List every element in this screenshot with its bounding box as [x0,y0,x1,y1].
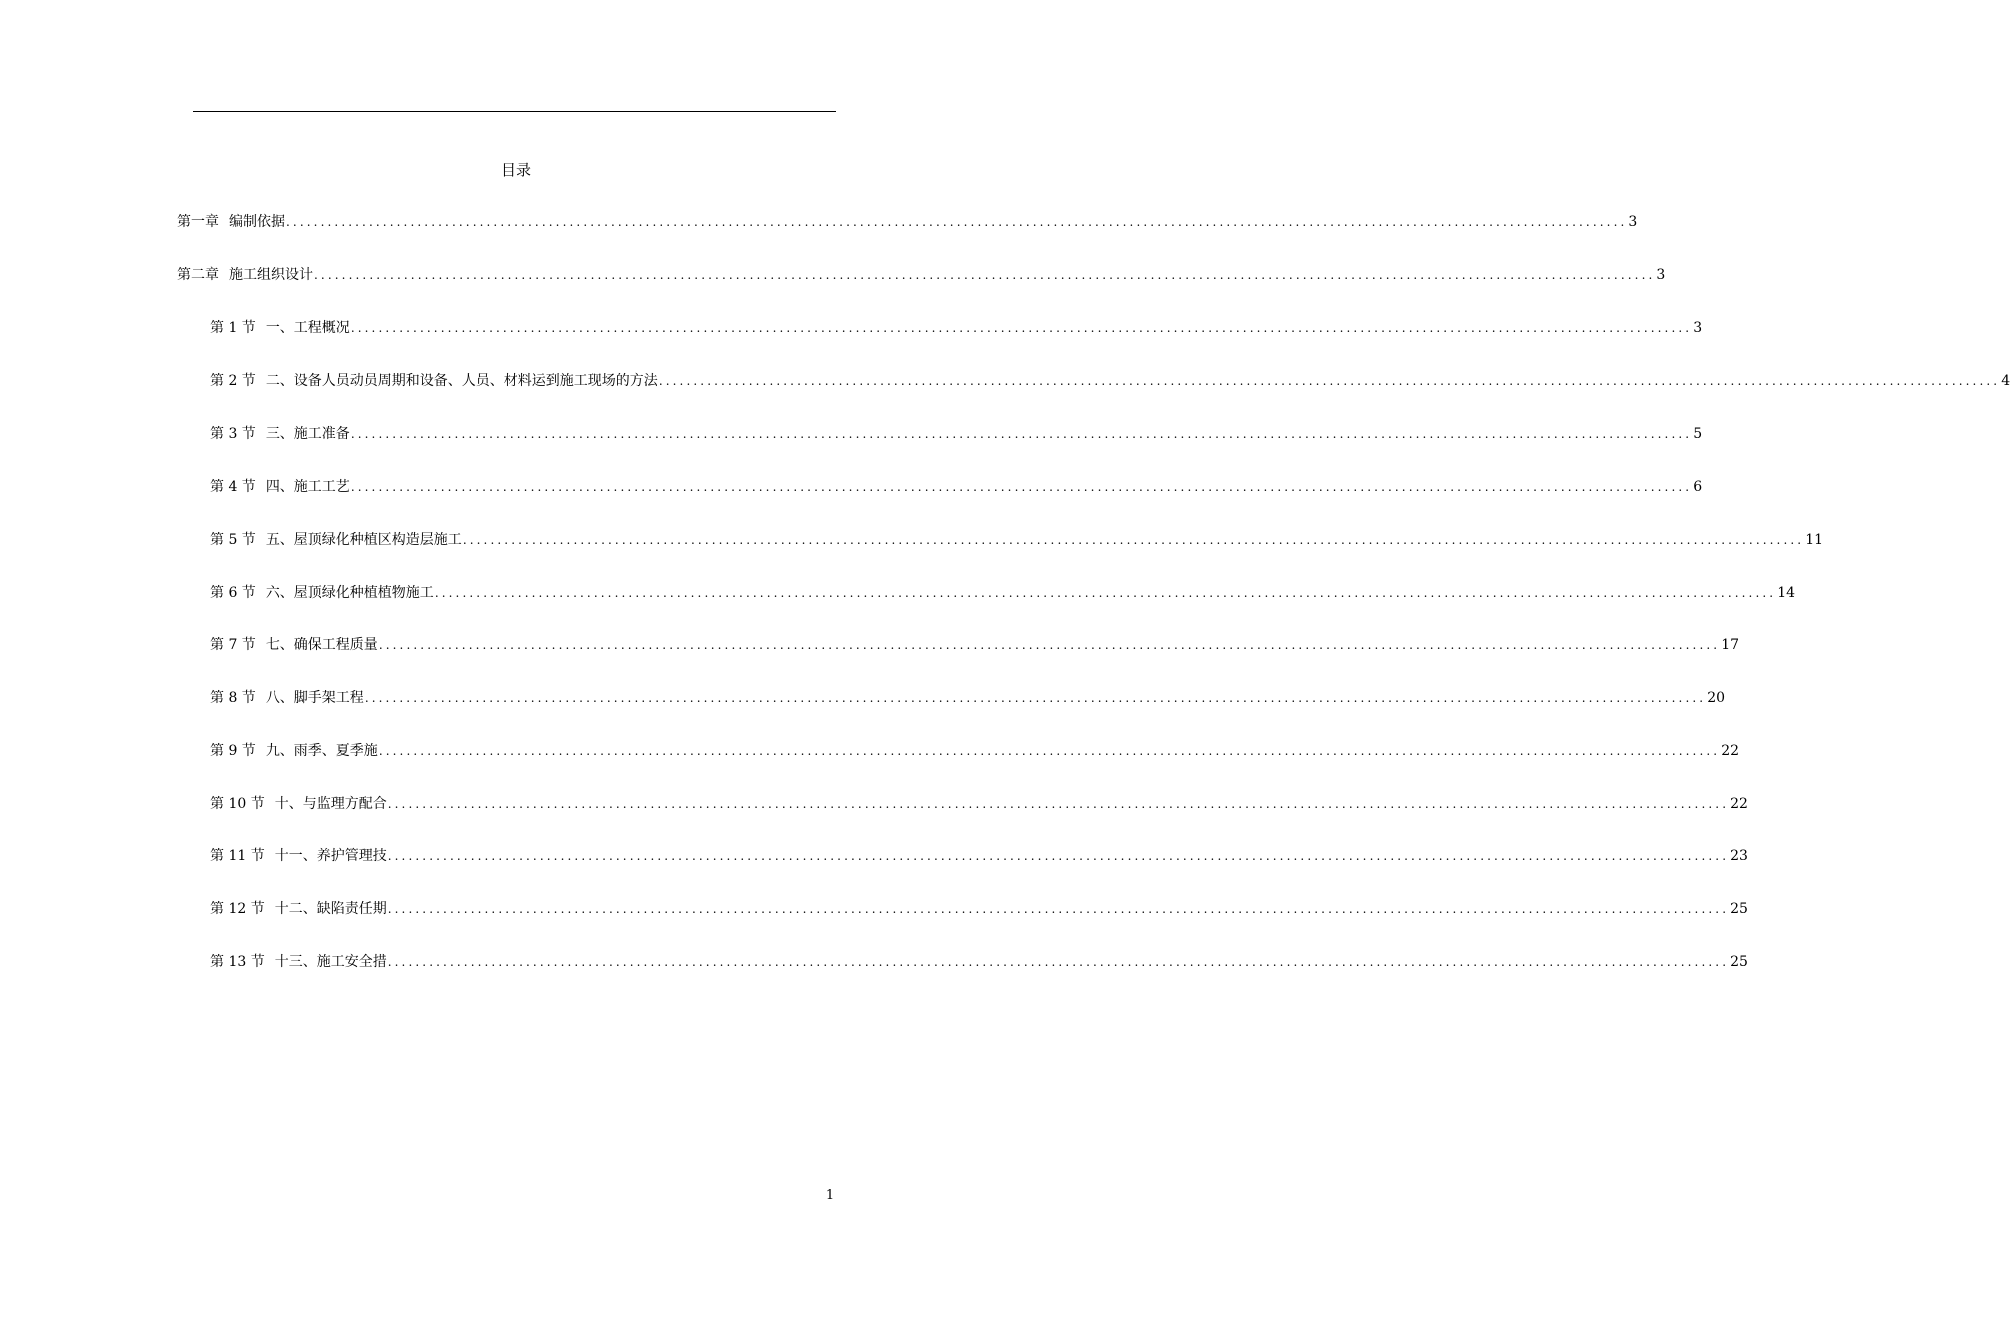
toc-entry[interactable] [210,740,1740,762]
toc-entry-title: 编制依据 [229,214,285,230]
toc-entry-page: 14 [1777,585,1796,601]
toc-entry-number: 第 11 节 [210,848,265,864]
toc-entry-page: 4 [2001,373,2010,389]
toc-entry-title: 十二、缺陷责任期 [274,901,387,917]
toc-entry-page: 5 [1693,426,1703,442]
toc-entry-number: 第 6 节 [210,585,256,601]
toc-entry-number: 第 4 节 [210,479,256,495]
toc-entry-number: 第 9 节 [210,743,256,759]
toc-entry-title: 十一、养护管理技 [274,848,387,864]
toc-entry-title: 一、工程概况 [265,320,350,336]
toc-leader-dots: .................................................................................................................................................................................................. [387,849,1730,863]
toc-entry-number: 第 5 节 [210,532,256,548]
toc-entry[interactable] [210,582,1796,604]
toc-entry[interactable] [210,370,2010,392]
toc-entry-page: 3 [1628,214,1638,230]
toc-entry-page: 22 [1721,743,1740,759]
toc-entry-number: 第 1 节 [210,320,256,336]
toc-entry[interactable] [210,898,1748,920]
toc-entry-number: 第一章 [177,214,219,230]
toc-entry-title: 八、脚手架工程 [265,690,364,706]
toc-title: 目录 [500,161,531,179]
toc-entry-page: 3 [1693,320,1703,336]
toc-entry[interactable] [210,845,1748,867]
toc-entry[interactable] [210,423,1703,445]
toc-leader-dots: .................................................................................................................................................................................................. [314,268,1656,282]
toc-entry-number: 第 12 节 [210,901,265,917]
toc-leader-dots: .................................................................................................................................................................................................. [462,533,1805,547]
toc-entry-page: 23 [1730,848,1748,864]
toc-entry-title: 十、与监理方配合 [274,796,387,812]
toc-entry-page: 25 [1730,901,1748,917]
toc-leader-dots: .................................................................................................................................................................................................. [434,586,1777,600]
page-number: 1 [825,1188,835,1203]
toc-entry-title: 三、施工准备 [265,426,350,442]
toc-entry-title: 六、屋顶绿化种植植物施工 [265,585,434,601]
toc-entry-title: 二、设备人员动员周期和设备、人员、材料运到施工现场的方法 [265,373,658,389]
toc-entry[interactable] [210,793,1748,815]
toc-leader-dots: .................................................................................................................................................................................................. [364,691,1707,705]
toc-entry[interactable] [210,634,1740,656]
toc-entry-title: 施工组织设计 [229,267,313,283]
toc-leader-dots: .................................................................................................................................................................................................. [387,797,1730,811]
toc-entry-number: 第 8 节 [210,690,256,706]
toc-entry[interactable] [177,211,1638,233]
toc-entry-number: 第 10 节 [210,796,265,812]
toc-leader-dots: .................................................................................................................................................................................................. [378,744,1721,758]
toc-leader-dots: .................................................................................................................................................................................................. [350,427,1693,441]
toc-entry-title: 七、确保工程质量 [265,637,378,653]
toc-entry-title: 五、屋顶绿化种植区构造层施工 [265,532,462,548]
toc-leader-dots: .................................................................................................................................................................................................. [286,215,1628,229]
toc-entry-page: 17 [1721,637,1740,653]
toc-entry[interactable] [210,687,1726,709]
toc-entry[interactable] [177,264,1666,286]
toc-entry-number: 第 13 节 [210,954,265,970]
toc-leader-dots: .................................................................................................................................................................................................. [350,480,1693,494]
toc-leader-dots: .................................................................................................................................................................................................. [387,902,1730,916]
toc-entry-page: 11 [1805,532,1824,548]
toc-entry-title: 十三、施工安全措 [274,954,387,970]
toc-leader-dots: .................................................................................................................................................................................................. [658,374,2001,388]
toc-entry[interactable] [210,951,1748,973]
toc-entry-title: 九、雨季、夏季施 [265,743,378,759]
toc-entry[interactable] [210,317,1703,339]
toc-entry-page: 3 [1656,267,1666,283]
toc-entry-number: 第 3 节 [210,426,256,442]
toc-entry-page: 25 [1730,954,1748,970]
toc-entry-page: 20 [1707,690,1726,706]
toc-leader-dots: .................................................................................................................................................................................................. [378,638,1721,652]
toc-entry-title: 四、施工工艺 [265,479,350,495]
toc-entry[interactable] [210,529,1824,551]
toc-entry-page: 6 [1693,479,1703,495]
toc-entry-number: 第 7 节 [210,637,256,653]
toc-entry-number: 第二章 [177,267,219,283]
toc-entry-page: 22 [1730,796,1748,812]
toc-entry[interactable] [210,476,1703,498]
toc-entry-number: 第 2 节 [210,373,256,389]
toc-leader-dots: .................................................................................................................................................................................................. [350,321,1693,335]
toc-leader-dots: .................................................................................................................................................................................................. [387,955,1730,969]
